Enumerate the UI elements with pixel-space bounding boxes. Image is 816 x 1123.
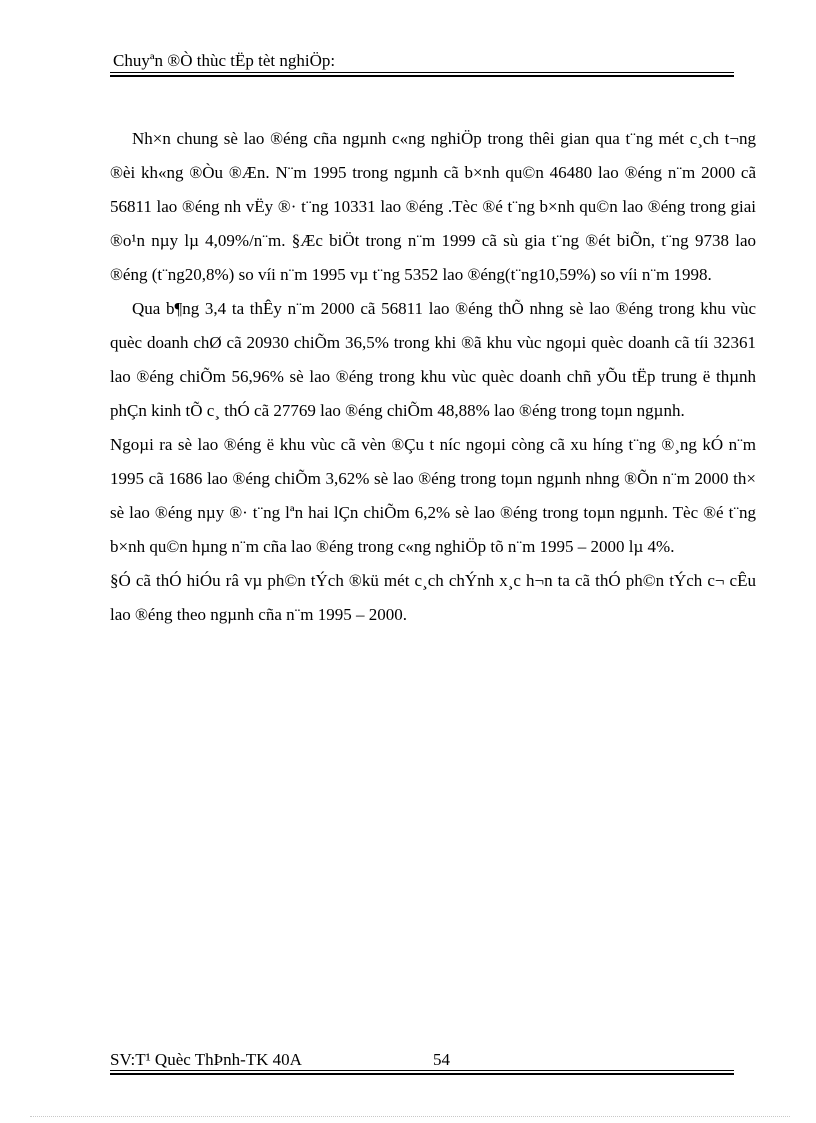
page-edge-divider — [30, 1116, 790, 1117]
footer-rule — [110, 1070, 734, 1075]
footer-author: SV:T¹ Quèc ThÞnh-TK 40A — [110, 1050, 302, 1069]
header-title: Chuyªn ®Ò thùc tËp tèt nghiÖp: — [113, 51, 336, 70]
header-rule — [110, 72, 734, 77]
page-number: 54 — [433, 1050, 450, 1069]
footer-row — [110, 1050, 734, 1070]
paragraph: Qua b¶ng 3,4 ta thÊy n¨m 2000 cã 56811 lao ®éng thÕ nhng sè lao ®éng trong khu vùc quèc doanh chØ cã 20930 chiÕm 36,5% trong khi ®ã khu vùc ngoµi quèc doanh cã tíi 32361 lao ®éng chiÕm 56,96% sè lao ®éng trong khu vùc quèc doanh chñ yÕu tËp trung ë thµnh phÇn kinh tÕ c¸ thÓ cã 27769 lao ®éng chiÕm 48,88% lao ®éng trong toµn ngµnh. — [110, 299, 756, 420]
body-text — [110, 122, 756, 632]
page-header — [110, 51, 734, 71]
paragraph: Nh×n chung sè lao ®éng cña ngµnh c«ng nghiÖp trong thêi gian qua t¨ng mét c¸ch t¬ng ®èi kh«ng ®Òu ®Æn. N¨m 1995 trong ngµnh cã b×nh qu©n 46480 lao ®éng n¨m 2000 cã 56811 lao ®éng nh vËy ®· t¨ng 10331 lao ®éng .Tèc ®é t¨ng b×nh qu©n lao ®éng trong giai ®o¹n nµy lµ 4,09%/n¨m. §Æc biÖt trong n¨m 1999 cã sù gia t¨ng ®ét biÕn, t¨ng 9738 lao ®éng (t¨ng20,8%) so víi n¨m 1995 vµ t¨ng 5352 lao ®éng(t¨ng10,59%) so víi n¨m 1998. — [110, 129, 756, 284]
paragraph: §Ó cã thÓ hiÓu râ vµ ph©n tÝch ®kü mét c¸ch chÝnh x¸c h¬n ta cã thÓ ph©n tÝch c¬ cÊu lao ®éng theo ngµnh cña n¨m 1995 – 2000. — [110, 571, 756, 624]
paragraph: Ngoµi ra sè lao ®éng ë khu vùc cã vèn ®Çu t níc ngoµi còng cã xu híng t¨ng ®¸ng kÓ n¨m 1995 cã 1686 lao ®éng chiÕm 3,62% sè lao ®éng trong toµn ngµnh nhng ®Õn n¨m 2000 th× sè lao ®éng nµy ®· t¨ng lªn hai lÇn chiÕm 6,2% sè lao ®éng trong toµn ngµnh. Tèc ®é t¨ng b×nh qu©n hµng n¨m cña lao ®éng trong c«ng nghiÖp tõ n¨m 1995 – 2000 lµ 4%. — [110, 435, 756, 556]
page-footer — [110, 1050, 734, 1070]
